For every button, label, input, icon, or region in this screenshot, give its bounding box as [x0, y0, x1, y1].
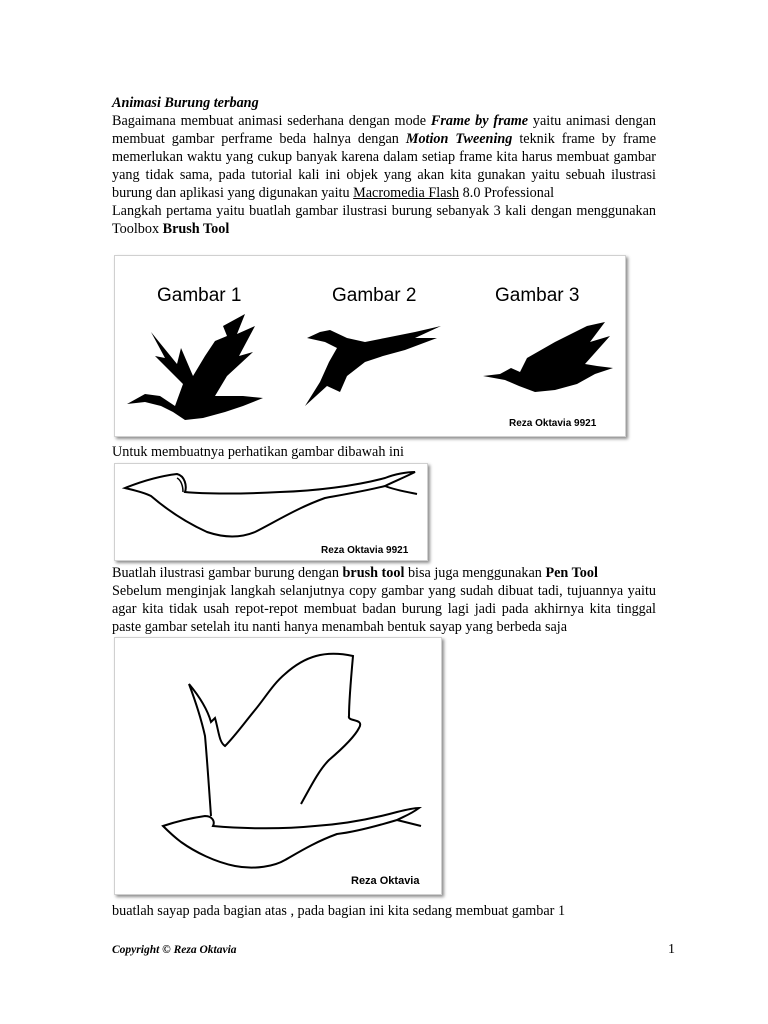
bird-outline-body [125, 472, 415, 537]
copy-instruction-text: Sebelum menginjak langkah selanjutnya copy gambar yang sudah dibuat tadi, tujuannya yaitu agar kita tidak usah repot-repot membuat badan burung lagi jadi pada akhirnya kita tinggal paste gambar setelah itu nanti hanya menambah bentuk sayap yang berbeda saja [112, 583, 656, 635]
label-gambar-2: Gambar 2 [332, 285, 417, 306]
bird-wing-illustration [115, 638, 441, 894]
bird-outline-illustration [115, 464, 427, 560]
label-gambar-3: Gambar 3 [495, 285, 580, 306]
bird-silhouette-3 [483, 322, 613, 392]
term-motion-tweening: Motion Tweening [405, 131, 513, 147]
bird-wing-body [163, 808, 419, 868]
three-birds-illustration [115, 256, 625, 436]
wing-instruction-paragraph: buatlah sayap pada bagian atas , pada bagian ini kita sedang membuat gambar 1 [112, 903, 566, 919]
footer-copyright: Copyright © Reza Oktavia [112, 944, 237, 956]
step-one-paragraph [112, 202, 656, 238]
page-number: 1 [668, 942, 675, 957]
term-brush-tool: Brush Tool [162, 221, 230, 237]
intro-paragraph [112, 112, 656, 202]
intro-text-1: Bagaimana membuat animasi sederhana dengan mode [112, 113, 431, 129]
intro-section [112, 94, 656, 238]
bird-silhouette-1 [127, 314, 263, 420]
figure2-credit: Reza Oktavia 9921 [321, 545, 409, 556]
term-brush-tool-lower: brush tool [342, 565, 405, 581]
bird-wing-tail [397, 820, 421, 826]
intro-text-3: teknik frame by frame memerlukan waktu yang cukup banyak karena dalam setiap frame kita harus membuat gambar yang tidak sama, pada tutorial kali ini objek yang akan kita gunakan yaitu sebuah ilustrasi burung dan aplikasi yang digunakan yaitu [112, 131, 656, 201]
figure-bird-outline [114, 463, 428, 561]
bird-outline-tail [385, 486, 417, 494]
term-frame-by-frame: Frame by frame [430, 113, 529, 129]
figure1-credit: Reza Oktavia 9921 [509, 418, 597, 429]
brush-text-1: Buatlah ilustrasi gambar burung dengan [112, 565, 343, 581]
bird-silhouette-2 [305, 326, 441, 406]
term-pen-tool: Pen Tool [545, 565, 598, 581]
intro-text-2: yaitu animasi dengan membuat gambar perframe beda halnya dengan [112, 113, 656, 147]
figure3-credit: Reza Oktavia [351, 875, 420, 887]
brush-tool-paragraph [112, 564, 656, 636]
step-one-text: Langkah pertama yaitu buatlah gambar ilustrasi burung sebanyak 3 kali dengan menggunakan Toolbox [112, 203, 656, 237]
instruction-paragraph: Untuk membuatnya perhatikan gambar dibawah ini [112, 444, 404, 460]
brush-text-2: bisa juga menggunakan [404, 565, 546, 581]
bird-outline-eye [177, 478, 183, 492]
macromedia-flash-link[interactable]: Macromedia Flash [353, 185, 460, 201]
label-gambar-1: Gambar 1 [157, 285, 242, 306]
bird-wing-outline [189, 654, 360, 816]
document-title: Animasi Burung terbang [112, 95, 259, 111]
figure-bird-wing-outline [114, 637, 442, 895]
figure-three-birds [114, 255, 626, 437]
intro-text-4: 8.0 Professional [459, 185, 555, 201]
